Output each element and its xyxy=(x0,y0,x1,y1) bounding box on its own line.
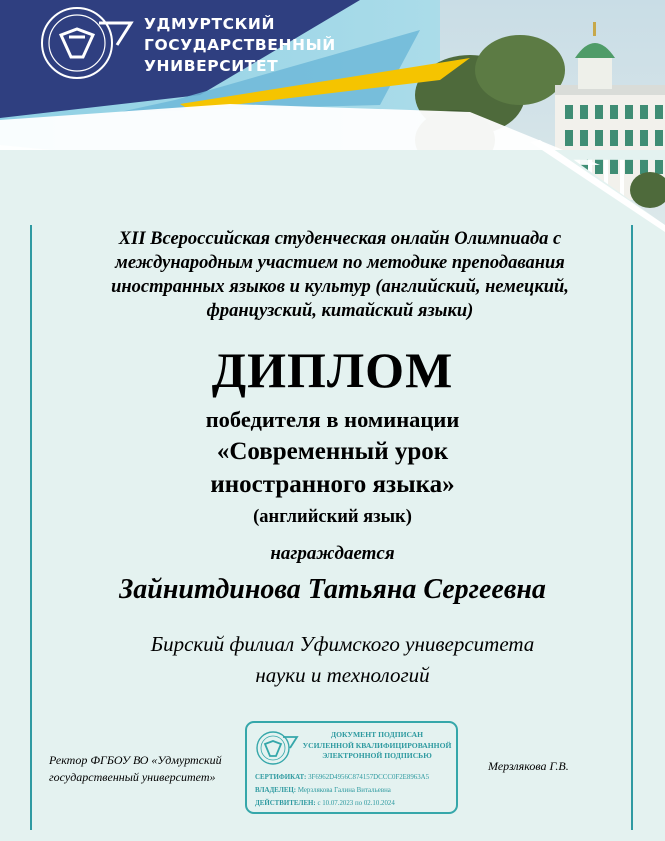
electronic-signature-stamp xyxy=(245,721,458,814)
rector-title xyxy=(49,752,222,786)
university-name-line-1: УДМУРТСКИЙ xyxy=(144,15,276,33)
olympiad-title xyxy=(60,227,620,323)
stamp-certificate-value: 3F6962D4956C874157DCCC0F2E8963A5 xyxy=(308,774,430,781)
olympiad-line-3: иностранных языков и культур (английский, немецкий, xyxy=(111,277,569,297)
awarded-label: награждается xyxy=(270,543,395,564)
language-note: (английский язык) xyxy=(253,507,412,527)
stamp-header-line-1: ДОКУМЕНТ ПОДПИСАН xyxy=(330,730,424,739)
stamp-owner-label: ВЛАДЕЛЕЦ: xyxy=(255,787,297,794)
organization-line-2: науки и технологий xyxy=(255,663,430,687)
stamp-validity xyxy=(255,799,395,809)
stamp-certificate xyxy=(255,773,429,783)
olympiad-line-1: XII Всероссийская студенческая онлайн Олимпиада с xyxy=(118,229,562,249)
university-name xyxy=(144,14,336,77)
signer-name: Мерзлякова Г.В. xyxy=(488,759,569,773)
stamp-header-line-3: ЭЛЕКТРОННОЙ ПОДПИСЬЮ xyxy=(322,751,432,760)
winner-line: победителя в номинации xyxy=(205,407,460,432)
stamp-logo-icon xyxy=(255,729,299,767)
rector-line-2: государственный университет» xyxy=(49,770,216,784)
stamp-owner xyxy=(255,786,391,796)
stamp-owner-value: Мерзлякова Галина Витальевна xyxy=(297,787,391,794)
olympiad-line-4: французский, китайский языки) xyxy=(206,301,474,321)
organization-line-1: Бирский филиал Уфимского университета xyxy=(150,632,535,656)
stamp-header xyxy=(301,730,453,762)
olympiad-line-2: международным участием по методике преподавания xyxy=(115,253,565,273)
nomination-line-1: «Современный урок xyxy=(216,438,449,465)
university-name-line-2: ГОСУДАРСТВЕННЫЙ xyxy=(144,36,336,54)
stamp-certificate-label: СЕРТИФИКАТ: xyxy=(255,774,307,781)
diploma-heading: ДИПЛОМ xyxy=(211,342,454,398)
university-name-line-3: УНИВЕРСИТЕТ xyxy=(144,57,279,75)
stamp-validity-label: ДЕЙСТВИТЕЛЕН: xyxy=(255,800,316,807)
nomination-line-2: иностранного языка» xyxy=(210,471,455,498)
recipient-name: Зайнитдинова Татьяна Сергеевна xyxy=(119,574,546,605)
stamp-header-line-2: УСИЛЕННОЙ КВАЛИФИЦИРОВАННОЙ xyxy=(302,740,452,750)
rector-line-1: Ректор ФГБОУ ВО «Удмуртский xyxy=(49,753,222,767)
university-logo xyxy=(39,5,135,81)
stamp-validity-value: с 10.07.2023 по 02.10.2024 xyxy=(317,800,395,807)
